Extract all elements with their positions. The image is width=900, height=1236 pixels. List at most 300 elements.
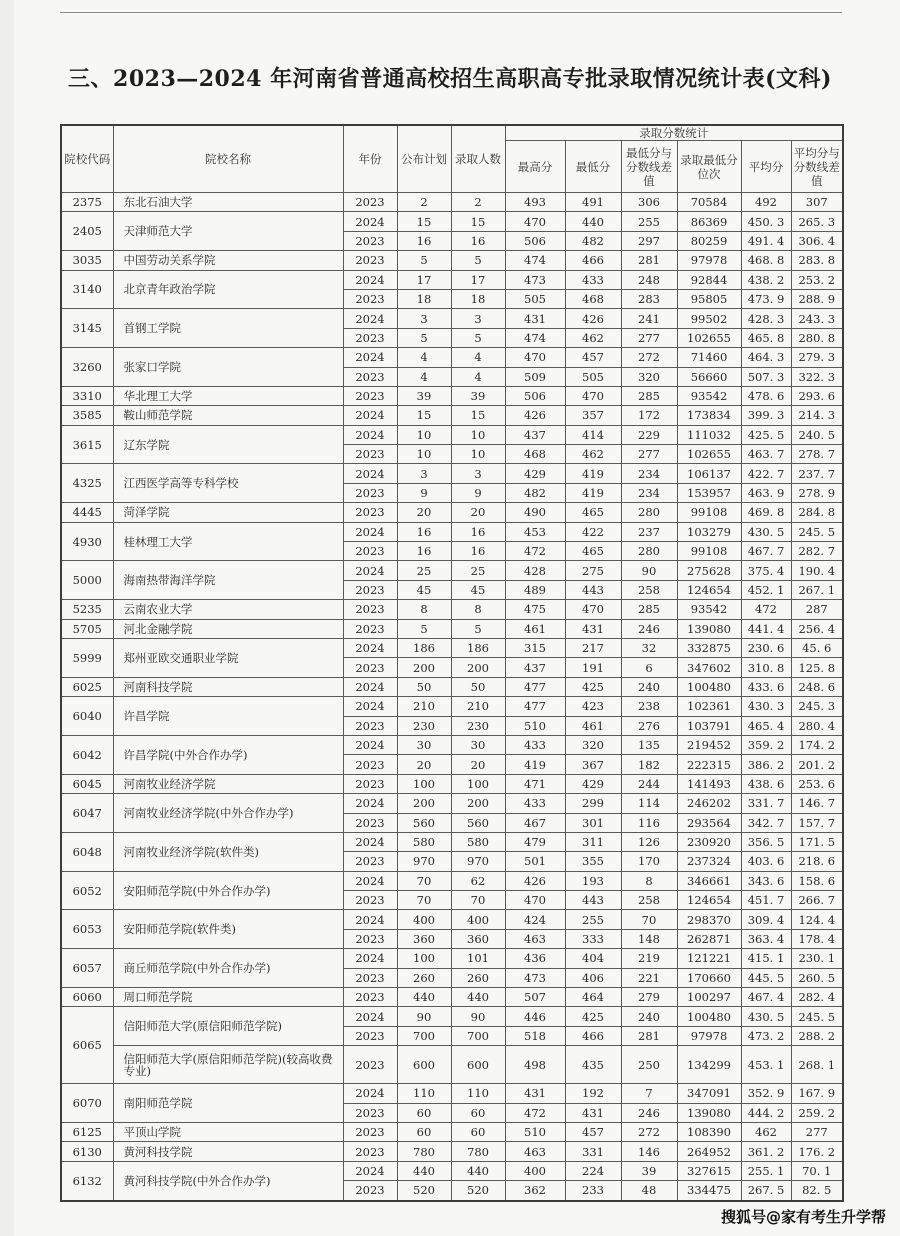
table-header (61, 125, 843, 193)
cell-min-diff: 219 (621, 949, 677, 968)
cell-avg: 230. 6 (741, 638, 791, 657)
cell-name: 天津师范大学 (113, 212, 343, 251)
cell-code: 4445 (61, 503, 113, 522)
cell-plan: 700 (397, 1026, 451, 1045)
cell-min: 426 (565, 309, 621, 328)
table-row (61, 871, 843, 890)
cell-plan: 200 (397, 794, 451, 813)
cell-rank: 124654 (677, 891, 741, 910)
cell-max: 472 (505, 542, 565, 561)
cell-plan: 4 (397, 348, 451, 367)
cell-min: 461 (565, 716, 621, 735)
cell-min: 299 (565, 794, 621, 813)
cell-rank: 173834 (677, 406, 741, 425)
table-row (61, 1084, 843, 1103)
cell-rank: 275628 (677, 561, 741, 580)
cell-min-diff: 6 (621, 658, 677, 677)
cell-avg-diff: 167. 9 (791, 1084, 843, 1103)
cell-rank: 347091 (677, 1084, 741, 1103)
cell-min-diff: 229 (621, 425, 677, 444)
cell-rank: 332875 (677, 638, 741, 657)
cell-avg-diff: 260. 5 (791, 968, 843, 987)
cell-avg-diff: 214. 3 (791, 406, 843, 425)
cell-admitted: 700 (451, 1026, 505, 1045)
cell-avg: 438. 6 (741, 774, 791, 793)
cell-avg-diff: 190. 4 (791, 561, 843, 580)
cell-plan: 520 (397, 1181, 451, 1201)
cell-min-diff: 70 (621, 910, 677, 929)
cell-avg: 403. 6 (741, 852, 791, 871)
table-row (61, 638, 843, 657)
cell-avg-diff: 287 (791, 600, 843, 619)
cell-min-diff: 306 (621, 193, 677, 212)
header-plan: 公布计划 (397, 125, 451, 193)
cell-min-diff: 250 (621, 1046, 677, 1084)
cell-avg: 375. 4 (741, 561, 791, 580)
cell-rank: 108390 (677, 1122, 741, 1141)
cell-max: 400 (505, 1161, 565, 1180)
cell-avg: 467. 4 (741, 988, 791, 1007)
cell-max: 446 (505, 1007, 565, 1026)
cell-plan: 230 (397, 716, 451, 735)
table-row (61, 1007, 843, 1026)
cell-max: 490 (505, 503, 565, 522)
cell-min: 333 (565, 929, 621, 948)
cell-name: 信阳师范大学(原信阳师范学院) (113, 1007, 343, 1046)
cell-year: 2023 (343, 251, 397, 270)
cell-avg: 430. 5 (741, 522, 791, 541)
table-row (61, 348, 843, 367)
cell-plan: 15 (397, 212, 451, 231)
cell-name: 郑州亚欧交通职业学院 (113, 638, 343, 677)
cell-code: 6125 (61, 1122, 113, 1141)
cell-code: 6070 (61, 1084, 113, 1123)
cell-admitted: 101 (451, 949, 505, 968)
cell-plan: 20 (397, 503, 451, 522)
cell-min: 224 (565, 1161, 621, 1180)
cell-rank: 100480 (677, 677, 741, 696)
table-row (61, 406, 843, 425)
cell-min: 482 (565, 231, 621, 250)
cell-min-diff: 276 (621, 716, 677, 735)
cell-max: 489 (505, 580, 565, 599)
page-edge-shade (0, 0, 14, 1236)
cell-plan: 39 (397, 386, 451, 405)
cell-min: 233 (565, 1181, 621, 1201)
cell-avg-diff: 307 (791, 193, 843, 212)
cell-year: 2024 (343, 697, 397, 716)
cell-avg-diff: 201. 2 (791, 755, 843, 774)
cell-min: 433 (565, 270, 621, 289)
cell-name: 河南牧业经济学院(中外合作办学) (113, 794, 343, 833)
cell-min-diff: 240 (621, 1007, 677, 1026)
cell-plan: 110 (397, 1084, 451, 1103)
cell-avg: 363. 4 (741, 929, 791, 948)
cell-max: 437 (505, 658, 565, 677)
header-name: 院校名称 (113, 125, 343, 193)
cell-rank: 262871 (677, 929, 741, 948)
cell-year: 2023 (343, 619, 397, 638)
cell-year: 2024 (343, 212, 397, 231)
cell-avg-diff: 282. 4 (791, 988, 843, 1007)
table-body (61, 193, 843, 1201)
cell-max: 501 (505, 852, 565, 871)
cell-avg: 356. 5 (741, 832, 791, 851)
cell-min-diff: 255 (621, 212, 677, 231)
cell-year: 2024 (343, 309, 397, 328)
cell-year: 2024 (343, 464, 397, 483)
cell-year: 2023 (343, 445, 397, 464)
cell-avg-diff: 245. 5 (791, 522, 843, 541)
cell-avg: 399. 3 (741, 406, 791, 425)
cell-min-diff: 277 (621, 328, 677, 347)
cell-rank: 346661 (677, 871, 741, 890)
cell-admitted: 5 (451, 328, 505, 347)
cell-year: 2023 (343, 755, 397, 774)
cell-rank: 70584 (677, 193, 741, 212)
cell-admitted: 15 (451, 212, 505, 231)
cell-max: 506 (505, 386, 565, 405)
cell-rank: 95805 (677, 289, 741, 308)
cell-rank: 102655 (677, 328, 741, 347)
cell-min-diff: 244 (621, 774, 677, 793)
cell-min: 192 (565, 1084, 621, 1103)
cell-avg: 463. 9 (741, 483, 791, 502)
cell-rank: 139080 (677, 1103, 741, 1122)
cell-min-diff: 320 (621, 367, 677, 386)
cell-plan: 2 (397, 193, 451, 212)
cell-year: 2023 (343, 988, 397, 1007)
cell-year: 2024 (343, 406, 397, 425)
cell-min: 466 (565, 1026, 621, 1045)
cell-avg-diff: 146. 7 (791, 794, 843, 813)
cell-avg: 445. 5 (741, 968, 791, 987)
cell-code: 6040 (61, 697, 113, 736)
cell-min-diff: 285 (621, 600, 677, 619)
cell-rank: 56660 (677, 367, 741, 386)
cell-year: 2023 (343, 193, 397, 212)
cell-avg-diff: 280. 8 (791, 328, 843, 347)
cell-rank: 93542 (677, 600, 741, 619)
cell-min: 429 (565, 774, 621, 793)
cell-avg-diff: 322. 3 (791, 367, 843, 386)
cell-plan: 16 (397, 522, 451, 541)
cell-rank: 97978 (677, 1026, 741, 1045)
cell-admitted: 780 (451, 1142, 505, 1161)
cell-min: 462 (565, 445, 621, 464)
cell-min-diff: 272 (621, 1122, 677, 1141)
cell-max: 475 (505, 600, 565, 619)
cell-plan: 50 (397, 677, 451, 696)
cell-plan: 10 (397, 445, 451, 464)
cell-avg-diff: 268. 1 (791, 1046, 843, 1084)
cell-avg-diff: 45. 6 (791, 638, 843, 657)
cell-avg-diff: 243. 3 (791, 309, 843, 328)
cell-min: 466 (565, 251, 621, 270)
cell-max: 510 (505, 1122, 565, 1141)
cell-min-diff: 114 (621, 794, 677, 813)
cell-admitted: 45 (451, 580, 505, 599)
cell-avg: 452. 1 (741, 580, 791, 599)
cell-min-diff: 297 (621, 231, 677, 250)
cell-admitted: 200 (451, 658, 505, 677)
cell-avg-diff: 245. 3 (791, 697, 843, 716)
cell-code: 6025 (61, 677, 113, 696)
cell-avg-diff: 218. 6 (791, 852, 843, 871)
cell-max: 505 (505, 289, 565, 308)
cell-year: 2023 (343, 328, 397, 347)
cell-rank: 111032 (677, 425, 741, 444)
cell-admitted: 3 (451, 464, 505, 483)
cell-admitted: 90 (451, 1007, 505, 1026)
cell-max: 431 (505, 1084, 565, 1103)
cell-avg: 438. 2 (741, 270, 791, 289)
cell-min-diff: 116 (621, 813, 677, 832)
cell-year: 2023 (343, 580, 397, 599)
cell-avg: 309. 4 (741, 910, 791, 929)
cell-avg-diff: 282. 7 (791, 542, 843, 561)
cell-min-diff: 7 (621, 1084, 677, 1103)
cell-min: 357 (565, 406, 621, 425)
cell-min: 191 (565, 658, 621, 677)
cell-min-diff: 280 (621, 503, 677, 522)
cell-plan: 260 (397, 968, 451, 987)
cell-min-diff: 221 (621, 968, 677, 987)
cell-code: 4325 (61, 464, 113, 503)
cell-rank: 222315 (677, 755, 741, 774)
cell-min-diff: 277 (621, 445, 677, 464)
cell-year: 2023 (343, 386, 397, 405)
cell-rank: 139080 (677, 619, 741, 638)
cell-min-diff: 240 (621, 677, 677, 696)
cell-plan: 600 (397, 1046, 451, 1084)
cell-code: 2375 (61, 193, 113, 212)
cell-min-diff: 234 (621, 483, 677, 502)
cell-avg-diff: 230. 1 (791, 949, 843, 968)
cell-min: 406 (565, 968, 621, 987)
cell-avg-diff: 279. 3 (791, 348, 843, 367)
cell-min: 465 (565, 503, 621, 522)
cell-admitted: 20 (451, 503, 505, 522)
cell-name: 河南牧业经济学院(软件类) (113, 832, 343, 871)
cell-min-diff: 246 (621, 619, 677, 638)
cell-avg: 472 (741, 600, 791, 619)
cell-max: 470 (505, 891, 565, 910)
table-row (61, 309, 843, 328)
cell-min: 465 (565, 542, 621, 561)
cell-plan: 16 (397, 542, 451, 561)
table-row (61, 697, 843, 716)
cell-rank: 100480 (677, 1007, 741, 1026)
cell-plan: 560 (397, 813, 451, 832)
cell-avg: 430. 5 (741, 1007, 791, 1026)
cell-avg: 491. 4 (741, 231, 791, 250)
cell-min: 423 (565, 697, 621, 716)
cell-min: 320 (565, 735, 621, 754)
cell-max: 493 (505, 193, 565, 212)
table-row (61, 832, 843, 851)
cell-max: 471 (505, 774, 565, 793)
cell-admitted: 62 (451, 871, 505, 890)
cell-admitted: 580 (451, 832, 505, 851)
cell-min-diff: 279 (621, 988, 677, 1007)
cell-rank: 102361 (677, 697, 741, 716)
cell-max: 468 (505, 445, 565, 464)
cell-plan: 5 (397, 251, 451, 270)
top-rule (60, 12, 842, 13)
cell-rank: 106137 (677, 464, 741, 483)
cell-year: 2024 (343, 871, 397, 890)
table-row (61, 522, 843, 541)
header-avg-diff: 平均分与分数线差值 (791, 141, 843, 193)
cell-year: 2023 (343, 367, 397, 386)
cell-plan: 210 (397, 697, 451, 716)
cell-name: 北京青年政治学院 (113, 270, 343, 309)
header-min-diff: 最低分与分数线差值 (621, 141, 677, 193)
cell-avg-diff: 280. 4 (791, 716, 843, 735)
header-rank: 录取最低分位次 (677, 141, 741, 193)
cell-max: 437 (505, 425, 565, 444)
cell-avg: 428. 3 (741, 309, 791, 328)
cell-max: 461 (505, 619, 565, 638)
cell-rank: 80259 (677, 231, 741, 250)
cell-max: 477 (505, 697, 565, 716)
cell-rank: 103791 (677, 716, 741, 735)
table-row (61, 193, 843, 212)
table-row (61, 1142, 843, 1161)
cell-year: 2023 (343, 929, 397, 948)
cell-name: 华北理工大学 (113, 386, 343, 405)
cell-avg: 422. 7 (741, 464, 791, 483)
cell-min-diff: 32 (621, 638, 677, 657)
cell-avg-diff: 306. 4 (791, 231, 843, 250)
cell-year: 2023 (343, 483, 397, 502)
cell-max: 426 (505, 406, 565, 425)
cell-name: 江西医学高等专科学校 (113, 464, 343, 503)
cell-avg: 267. 5 (741, 1181, 791, 1201)
cell-avg-diff: 176. 2 (791, 1142, 843, 1161)
cell-rank: 97978 (677, 251, 741, 270)
cell-rank: 230920 (677, 832, 741, 851)
cell-min: 419 (565, 464, 621, 483)
cell-admitted: 5 (451, 619, 505, 638)
cell-avg: 361. 2 (741, 1142, 791, 1161)
cell-admitted: 5 (451, 251, 505, 270)
cell-code: 6057 (61, 949, 113, 988)
cell-min: 255 (565, 910, 621, 929)
table-row (61, 600, 843, 619)
cell-min: 470 (565, 386, 621, 405)
cell-max: 473 (505, 968, 565, 987)
cell-plan: 5 (397, 619, 451, 638)
cell-avg: 467. 7 (741, 542, 791, 561)
cell-max: 433 (505, 735, 565, 754)
cell-min: 422 (565, 522, 621, 541)
cell-admitted: 520 (451, 1181, 505, 1201)
cell-year: 2024 (343, 348, 397, 367)
cell-max: 362 (505, 1181, 565, 1201)
cell-name: 张家口学院 (113, 348, 343, 387)
cell-admitted: 210 (451, 697, 505, 716)
cell-year: 2024 (343, 425, 397, 444)
cell-max: 467 (505, 813, 565, 832)
cell-max: 424 (505, 910, 565, 929)
cell-max: 482 (505, 483, 565, 502)
cell-name: 南阳师范学院 (113, 1084, 343, 1123)
cell-rank: 71460 (677, 348, 741, 367)
cell-min-diff: 280 (621, 542, 677, 561)
cell-plan: 25 (397, 561, 451, 580)
cell-min-diff: 258 (621, 580, 677, 599)
cell-year: 2024 (343, 735, 397, 754)
cell-admitted: 10 (451, 425, 505, 444)
cell-avg: 473. 2 (741, 1026, 791, 1045)
cell-code: 5000 (61, 561, 113, 600)
cell-code: 6042 (61, 735, 113, 774)
cell-code: 6130 (61, 1142, 113, 1161)
cell-avg: 453. 1 (741, 1046, 791, 1084)
cell-name: 首钢工学院 (113, 309, 343, 348)
cell-year: 2023 (343, 1026, 397, 1045)
table-row (61, 735, 843, 754)
table-row (61, 910, 843, 929)
cell-max: 429 (505, 464, 565, 483)
table-row (61, 794, 843, 813)
cell-year: 2024 (343, 561, 397, 580)
cell-name: 黄河科技学院 (113, 1142, 343, 1161)
cell-min-diff: 248 (621, 270, 677, 289)
cell-name: 辽东学院 (113, 425, 343, 464)
cell-avg-diff: 237. 7 (791, 464, 843, 483)
cell-avg-diff: 256. 4 (791, 619, 843, 638)
cell-code: 3615 (61, 425, 113, 464)
cell-admitted: 30 (451, 735, 505, 754)
cell-avg-diff: 266. 7 (791, 891, 843, 910)
cell-max: 506 (505, 231, 565, 250)
cell-code: 4930 (61, 522, 113, 561)
cell-avg-diff: 174. 2 (791, 735, 843, 754)
cell-year: 2024 (343, 270, 397, 289)
cell-admitted: 16 (451, 542, 505, 561)
cell-code: 5235 (61, 600, 113, 619)
cell-min-diff: 148 (621, 929, 677, 948)
cell-year: 2023 (343, 891, 397, 910)
header-year: 年份 (343, 125, 397, 193)
cell-min-diff: 182 (621, 755, 677, 774)
table-row (61, 988, 843, 1007)
cell-rank: 246202 (677, 794, 741, 813)
cell-plan: 200 (397, 658, 451, 677)
cell-year: 2024 (343, 949, 397, 968)
cell-min-diff: 283 (621, 289, 677, 308)
cell-min-diff: 237 (621, 522, 677, 541)
cell-plan: 8 (397, 600, 451, 619)
cell-name: 桂林理工大学 (113, 522, 343, 561)
cell-rank: 100297 (677, 988, 741, 1007)
cell-min: 457 (565, 348, 621, 367)
cell-plan: 3 (397, 464, 451, 483)
cell-plan: 100 (397, 949, 451, 968)
cell-avg-diff: 259. 2 (791, 1103, 843, 1122)
cell-plan: 970 (397, 852, 451, 871)
table-row (61, 1122, 843, 1141)
cell-min-diff: 170 (621, 852, 677, 871)
cell-min: 468 (565, 289, 621, 308)
table-row (61, 270, 843, 289)
cell-min-diff: 241 (621, 309, 677, 328)
cell-plan: 440 (397, 1161, 451, 1180)
cell-min: 217 (565, 638, 621, 657)
